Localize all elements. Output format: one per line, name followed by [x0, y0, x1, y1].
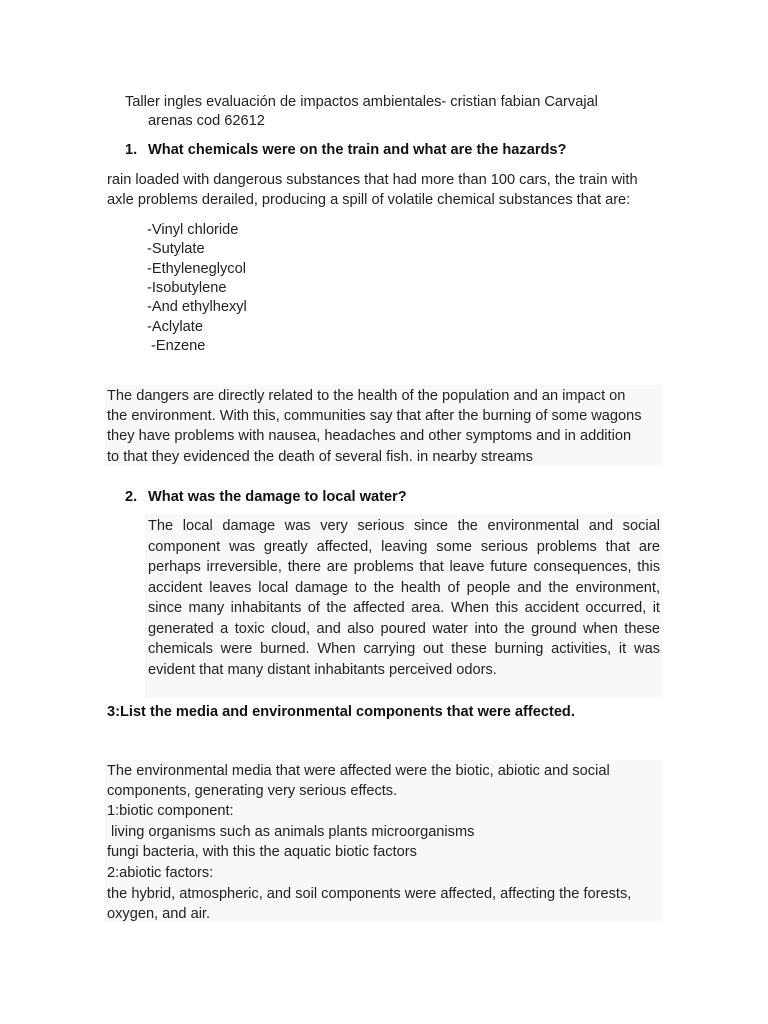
question-2-number: 2. — [125, 489, 138, 505]
q3-answer-line: 2:abiotic factors: — [107, 865, 214, 881]
q3-answer-line: components, generating very serious effects. — [107, 783, 398, 799]
hazards-line: to that they evidenced the death of several fish. in nearby streams — [107, 449, 533, 465]
q1-intro-line-1: rain loaded with dangerous substances that had more than 100 cars, the train with — [107, 172, 638, 188]
q3-answer-line: the hybrid, atmospheric, and soil components were affected, affecting the forests, — [107, 886, 632, 902]
chemical-item: -Vinyl chloride — [147, 222, 239, 238]
q3-answer-line: living organisms such as animals plants microorganisms — [107, 824, 475, 840]
chemical-item: -Enzene — [147, 338, 206, 354]
document-title-line-1: Taller ingles evaluación de impactos ambientales- cristian fabian Carvajal — [125, 94, 598, 110]
q3-answer-line: fungi bacteria, with this the aquatic biotic factors — [107, 844, 417, 860]
chemical-item: -Sutylate — [147, 241, 205, 257]
chemical-item: -Isobutylene — [147, 280, 227, 296]
question-3-heading: 3:List the media and environmental components that were affected. — [107, 704, 575, 720]
q2-answer-paragraph: The local damage was very serious since the environmental and social component was greatly affected, leaving some serious problems that are perhaps irreversible, there are problems that leave future consequences, this accident leaves local damage to the health of people and the environment, since many inhabitants of the affected area. When this accident occurred, it generated a toxic cloud, and also poured water into the ground when these chemicals were burned. When carrying out these burning activities, it was evident that many distant inhabitants perceived odors. — [148, 518, 660, 678]
hazards-line: The dangers are directly related to the health of the population and an impact on — [107, 388, 626, 404]
hazards-line: the environment. With this, communities say that after the burning of some wagons — [107, 408, 642, 424]
hazards-line: they have problems with nausea, headaches and other symptoms and in addition — [107, 428, 632, 444]
question-1-heading: What chemicals were on the train and what are the hazards? — [148, 142, 567, 158]
q3-answer-line: The environmental media that were affected were the biotic, abiotic and social — [107, 763, 610, 779]
q3-answer-line: 1:biotic component: — [107, 803, 234, 819]
question-2-heading: What was the damage to local water? — [148, 489, 407, 505]
chemical-item: -Aclylate — [147, 319, 203, 335]
question-1-number: 1. — [125, 142, 138, 158]
q1-intro-line-2: axle problems derailed, producing a spill of volatile chemical substances that are: — [107, 192, 631, 208]
document-title-line-2: arenas cod 62612 — [148, 113, 265, 129]
chemical-item: -And ethylhexyl — [147, 299, 247, 315]
chemical-item: -Ethyleneglycol — [147, 261, 246, 277]
q3-answer-line: oxygen, and air. — [107, 906, 211, 922]
